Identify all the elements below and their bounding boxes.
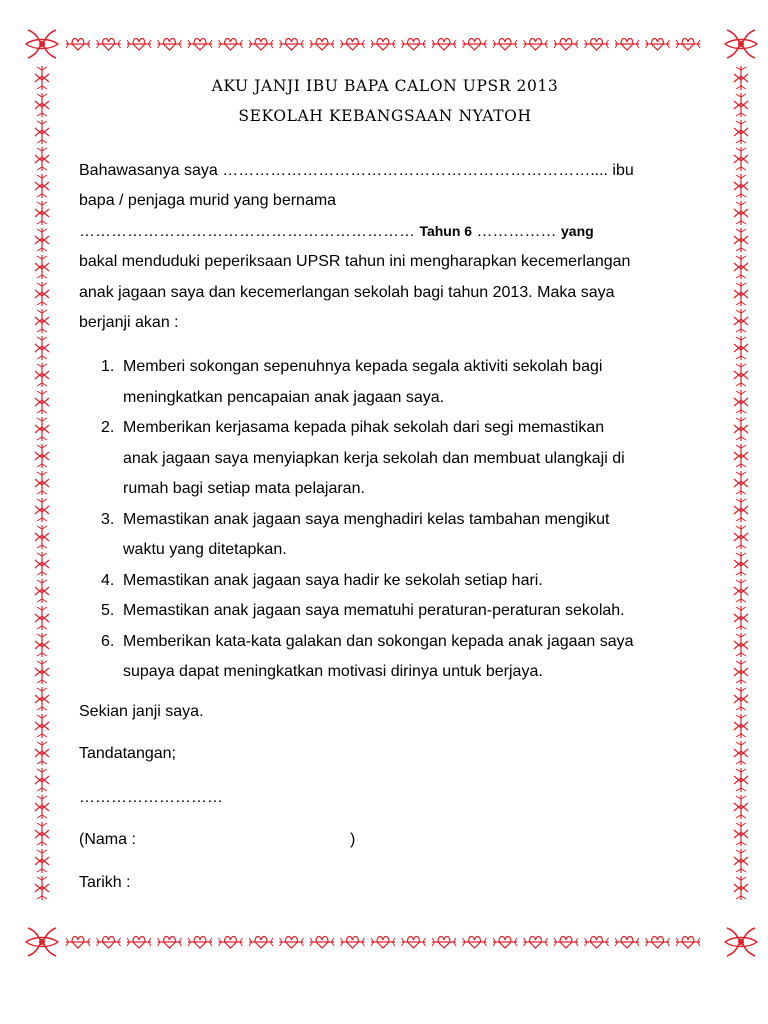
promise-number: 3. [101,510,115,528]
promise-text-line: Memastikan anak jagaan saya hadir ke sekolah setiap hari. [123,571,543,589]
border-motif [734,147,748,171]
border-motif [493,936,517,948]
border-motif [734,228,748,252]
border-motif [66,936,90,948]
border-motif [734,714,748,738]
promise-item [79,627,691,688]
border-motif [493,38,517,50]
border-motif [734,282,748,306]
border-motif [734,498,748,522]
promise-item [79,413,691,505]
border-motif [219,38,243,50]
border-motif [35,390,49,414]
promise-item [79,352,691,413]
border-motif [35,876,49,900]
border-motif [35,255,49,279]
border-motif [734,579,748,603]
yang-label: yang [561,223,594,239]
border-motif [310,38,334,50]
border-motif [35,687,49,711]
border-motif [188,936,212,948]
school-name: SEKOLAH KEBANGSAAN NYATOH [238,107,532,125]
border-motif [734,336,748,360]
border-motif [35,201,49,225]
border-motif [463,38,487,50]
border-motif [734,255,748,279]
promise-number: 4. [101,571,115,589]
promise-number: 6. [101,632,115,650]
border-motif [35,579,49,603]
border-motif [341,38,365,50]
border-motif [280,936,304,948]
tahun-label: Tahun 6 [419,223,473,239]
date-label: Tarikh : [79,874,131,891]
border-motif [646,38,670,50]
promise-item [79,505,691,566]
border-motif [524,38,548,50]
border-motif [35,552,49,576]
border-motif [734,174,748,198]
border-motif [734,93,748,117]
border-motif [463,936,487,948]
promise-text-line: Memberikan kerjasama kepada pihak sekolah dari segi memastikan [123,419,605,436]
border-motif [554,936,578,948]
border-motif [734,309,748,333]
border-motif [734,687,748,711]
border-motif [734,633,748,657]
border-motif [310,936,334,948]
promise-number: 5. [101,602,115,619]
border-motif [734,552,748,576]
promise-text-line: rumah bagi setiap mata pelajaran. [123,480,365,497]
border-motif [676,936,700,948]
promise-item [79,566,691,597]
intro-line-3 [79,223,594,241]
border-motif [615,38,639,50]
border-motif [734,363,748,387]
border-motif [35,525,49,549]
border-motif [127,936,151,948]
promise-text-line: Memastikan anak jagaan saya menghadiri kelas tambahan mengikut [123,510,610,528]
border-motif [734,66,748,90]
border-corner-flourish [26,928,58,956]
border-motif [35,498,49,522]
border-motif [35,174,49,198]
border-motif [219,936,243,948]
border-motif [35,228,49,252]
border-motif [734,390,748,414]
border-motif [734,795,748,819]
promise-text-line: Memberi sokongan sepenuhnya kepada segala aktiviti sekolah bagi [123,358,603,375]
border-motif [66,38,90,50]
signature-label: Tandatangan; [79,745,176,762]
border-motif [35,822,49,846]
border-corner-flourish [26,30,58,58]
border-motif [371,38,395,50]
border-motif [554,38,578,50]
border-motif [734,120,748,144]
border-motif [734,822,748,846]
border-motif [158,38,182,50]
border-motif [734,849,748,873]
promise-text-line: Memberikan kata-kata galakan dan sokongan kepada anak jagaan saya [123,632,634,650]
intro-line-5: anak jagaan saya dan kecemerlangan sekolah bagi tahun 2013. Maka saya [79,284,615,301]
promise-text-line: supaya dapat meningkatkan motivasi dirinya untuk berjaya. [123,663,543,680]
border-motif [158,936,182,948]
border-motif [734,876,748,900]
promise-number: 2. [101,419,115,436]
border-motif [35,147,49,171]
border-motif [35,606,49,630]
promise-list [79,352,691,688]
intro-line-2: bapa / penjaga murid yang bernama [79,192,337,209]
intro-line-6: berjanji akan : [79,314,179,331]
border-motif [35,795,49,819]
border-motif [35,444,49,468]
border-motif [341,936,365,948]
border-motif [676,38,700,50]
border-motif [97,936,121,948]
border-motif [432,936,456,948]
promise-text-line: meningkatkan pencapaian anak jagaan saya. [123,388,445,406]
border-motif [249,38,273,50]
border-motif [35,714,49,738]
border-motif [35,309,49,333]
border-motif [35,66,49,90]
border-corner-flourish [725,928,757,956]
border-motif [35,660,49,684]
border-motif [734,417,748,441]
promise-text-line: anak jagaan saya menyiapkan kerja sekolah dan membuat ulangkaji di [123,449,625,467]
border-motif [734,471,748,495]
promise-number: 1. [101,358,115,375]
border-motif [615,936,639,948]
border-motif [280,38,304,50]
border-motif [35,120,49,144]
border-motif [646,936,670,948]
border-motif [734,741,748,765]
border-motif [35,768,49,792]
border-motif [734,768,748,792]
border-motif [402,38,426,50]
promise-text-line: Memastikan anak jagaan saya mematuhi peraturan-peraturan sekolah. [123,602,625,619]
border-motif [35,849,49,873]
border-motif [127,38,151,50]
border-corner-flourish [725,30,757,58]
border-motif [371,936,395,948]
border-motif [249,936,273,948]
border-motif [35,93,49,117]
border-motif [35,336,49,360]
border-motif [734,660,748,684]
border-motif [432,38,456,50]
promise-text-line: waktu yang ditetapkan. [123,541,287,558]
name-field-open: (Nama : [79,831,136,848]
border-motif [734,444,748,468]
name-field-close: ) [350,831,356,848]
border-motif [524,936,548,948]
border-motif [734,525,748,549]
border-motif [35,741,49,765]
document-title: AKU JANJI IBU BAPA CALON UPSR 2013 [211,77,559,95]
intro-line-1: Bahawasanya saya …………………………………………………………….... ibu [79,162,634,179]
promise-item [79,596,691,627]
intro-line-4: bakal menduduki peperiksaan UPSR tahun ini mengharapkan kecemerlangan [79,253,631,270]
student-name-blank: ……………………………………………………… [79,223,415,240]
border-motif [734,201,748,225]
border-motif [585,936,609,948]
signature-blank: ……………………… [79,789,223,806]
border-motif [35,417,49,441]
border-motif [35,363,49,387]
border-motif [188,38,212,50]
border-motif [734,606,748,630]
border-motif [585,38,609,50]
closing-text: Sekian janji saya. [79,703,204,720]
border-motif [402,936,426,948]
border-motif [35,633,49,657]
border-motif [97,38,121,50]
class-blank: …………… [476,223,557,240]
border-motif [35,471,49,495]
border-motif [35,282,49,306]
